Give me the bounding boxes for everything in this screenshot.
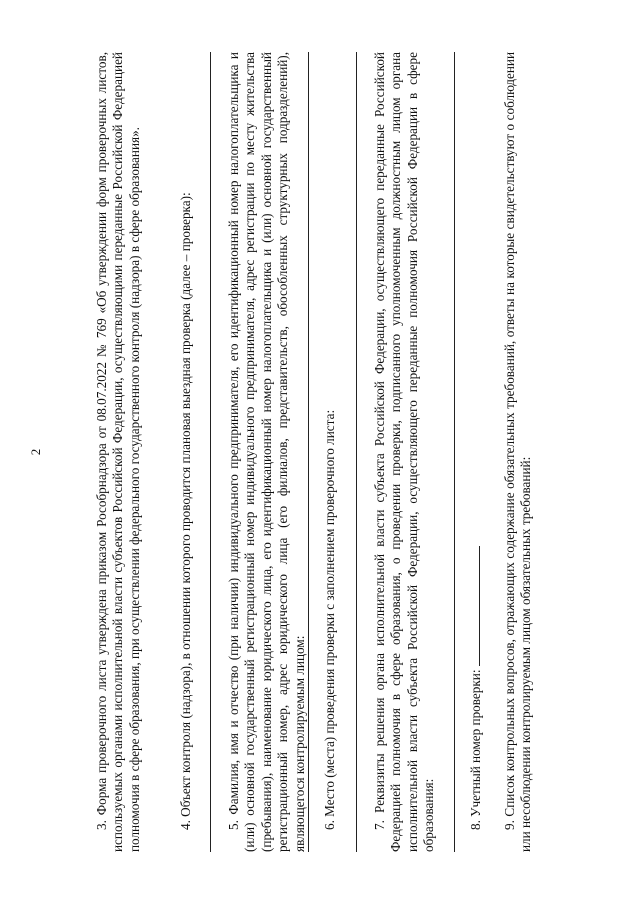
fill-line-item-4 bbox=[210, 52, 211, 852]
paragraph-item-6: 6. Место (места) проведения проверки с заполнением проверочного листа: bbox=[322, 409, 337, 830]
paragraph-item-5: 5. Фамилия, имя и отчество (при наличии) индивидуального предпринимателя, его идентификационный номер налогоплательщика и (или) основной государственный регистрационный номер индивидуального предпринимателя, адрес регистрации по месту жительства (пребывания), наименование юридического лица, его идентификационный номер налогоплательщика и (или) основной государственный регистрационный номер, адрес юридического лица (его филиалов, представительств, обособленных структурных подразделений), являющегося контролируемым лицом: bbox=[226, 52, 307, 852]
paragraph-item-8: 8. Учетный номер проверки: bbox=[468, 669, 483, 830]
document-sheet bbox=[86, 52, 554, 852]
paragraph-item-4: 4. Объект контроля (надзора), в отношении которого проводится плановая выездная проверка (далее – проверка): bbox=[178, 192, 193, 830]
document-body bbox=[86, 52, 554, 852]
fill-line-item-6 bbox=[356, 52, 357, 852]
paragraph-item-8-row bbox=[468, 52, 484, 852]
fill-line-item-8 bbox=[469, 546, 480, 666]
paragraph-item-3: 3. Форма проверочного листа утверждена приказом Рособрнадзора от 08.07.2022 № 769 «Об утверждении форм проверочных листов, используемых органами исполнительной власти субъектов Российской Федерации, осуществляющими переданные Российской Федерацией полномочия в сфере образования, при осуществлении федерального государственного контроля (надзора) в сфере образования». bbox=[94, 52, 142, 852]
paragraph-item-7: 7. Реквизиты решения органа исполнительной власти субъекта Российской Федерации, осуществляющего переданные Российской Федерацией полномочия в сфере образования, о проведении проверки, подписанного уполномоченным должностным лицом органа исполнительной власти субъекта Российской Федерации, осуществляющего переданные полномочия Российской Федерации в сфере образования: bbox=[372, 52, 437, 852]
paragraph-item-9: 9. Список контрольных вопросов, отражающих содержание обязательных требований, ответы на которые свидетельствуют о соблюдении или несоблюдении контролируемым лицом обязательных требований: bbox=[502, 52, 534, 852]
fill-line-item-5 bbox=[308, 52, 309, 852]
page-number: 2 bbox=[28, 448, 43, 456]
fill-line-item-7 bbox=[454, 52, 455, 852]
